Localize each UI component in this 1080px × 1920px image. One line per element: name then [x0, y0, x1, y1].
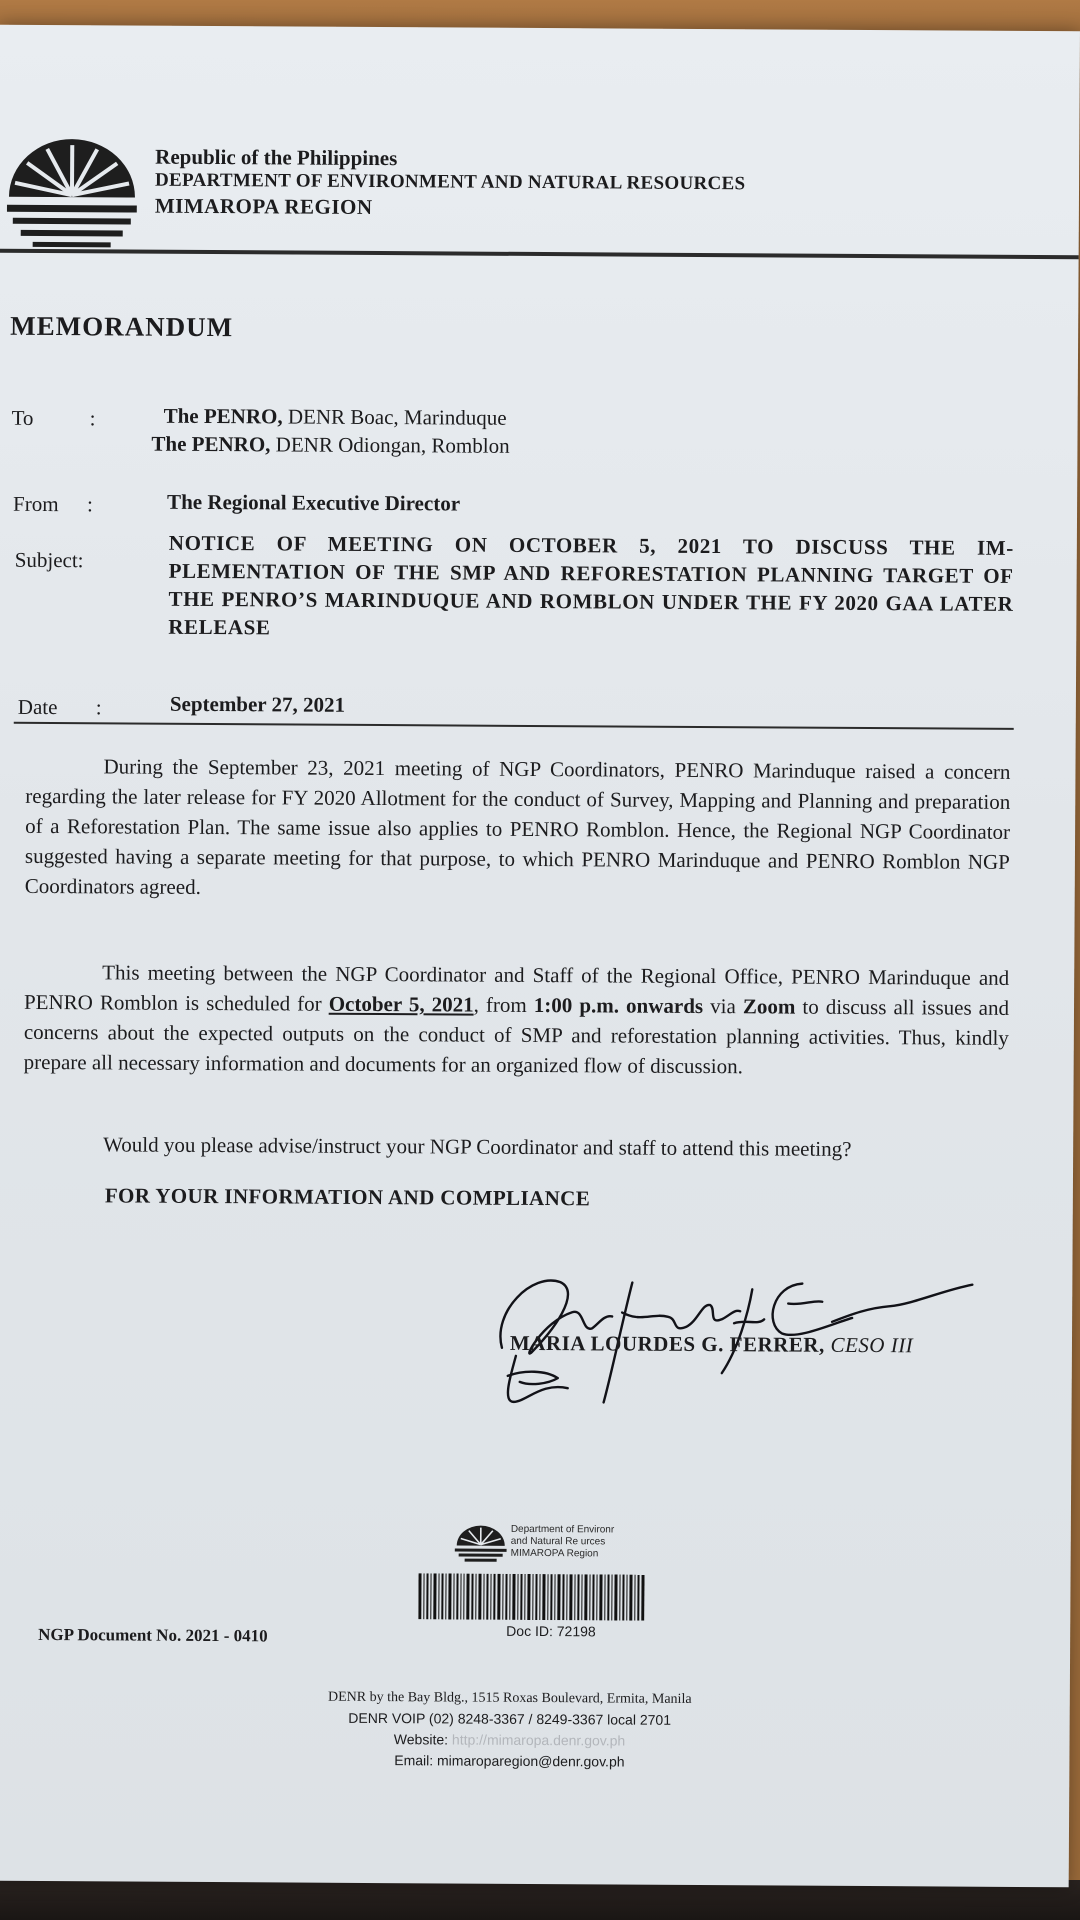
closing-line: FOR YOUR INFORMATION AND COMPLIANCE [104, 1183, 591, 1211]
body-paragraph-2-from: , from [473, 992, 534, 1017]
footer-voip: DENR VOIP (02) 8248-3367 / 8249-3367 local 2701 [348, 1709, 672, 1728]
date-colon: : [95, 695, 102, 720]
letterhead-region: MIMAROPA REGION [154, 193, 373, 219]
to-recipient-2-title: The PENRO, [151, 431, 271, 457]
letterhead-republic: Republic of the Philippines [155, 144, 398, 171]
from-label: From [13, 491, 59, 517]
memo-title: MEMORANDUM [10, 310, 234, 343]
body-paragraph-2-via: via [703, 994, 743, 1019]
from-value: The Regional Executive Director [167, 489, 461, 516]
to-recipient-1-office: DENR Boac, Marinduque [282, 404, 507, 430]
stamp-line-1: Department of Environr [510, 1523, 615, 1536]
to-recipient-1-title: The PENRO, [163, 403, 283, 429]
to-recipient-2 [151, 432, 509, 459]
doc-id: Doc ID: 72198 [506, 1622, 596, 1640]
body-paragraph-2 [24, 957, 1010, 1083]
date-divider [14, 722, 1014, 730]
stamp-agency-text [511, 1524, 615, 1561]
stamp-denr-logo-icon [455, 1524, 507, 1564]
meeting-date: October 5, 2021 [328, 991, 474, 1017]
date-value: September 27, 2021 [169, 691, 346, 717]
subject-label: Subject: [14, 547, 84, 573]
body-paragraph-1-text: During the September 23, 2021 meeting of NGP Coordinators, PENRO Marinduque raised a concern regarding the later release for FY 2020 Allotment for the conduct of Survey, Mapping and Planning and preparation of a Reforestation Plan. The same issue also applies to PENRO Romblon. Hence, the Regional NGP Coordinator suggested having a separate meeting for that purpose, to which PENRO Marinduque and PENRO Romblon NGP Coordinators agreed. [24, 754, 1011, 899]
from-colon: : [87, 492, 93, 517]
signatory-name [510, 1331, 913, 1358]
signatory-rank: CESO III [824, 1332, 914, 1358]
to-recipient-2-office: DENR Odiongan, Romblon [270, 432, 510, 458]
footer-contact [269, 1686, 750, 1773]
body-paragraph-2-rest: to discuss all issues and concerns about the expected outputs on the conduct of SMP and reforestation planning activities. Thus, kindly prepare all necessary information and documents for an organized flow of discussion. [23, 994, 1010, 1079]
document-barcode [418, 1573, 644, 1620]
meeting-time: 1:00 p.m. onwards [533, 992, 704, 1019]
date-label: Date [17, 694, 58, 720]
meeting-platform: Zoom [742, 994, 796, 1019]
ngp-document-number: NGP Document No. 2021 - 0410 [38, 1624, 268, 1646]
body-paragraph-1 [25, 751, 1011, 907]
memo-paper [0, 25, 1080, 1888]
to-colon: : [89, 406, 96, 431]
footer-website-label: Website: [393, 1731, 452, 1748]
to-recipient-1 [164, 404, 507, 431]
stamp-line-3: MIMAROPA Region [510, 1547, 599, 1560]
denr-logo-icon [7, 135, 138, 258]
letterhead-divider [0, 249, 1079, 260]
letterhead-department: DEPARTMENT OF ENVIRONMENT AND NATURAL RESOURCES [154, 169, 746, 195]
to-label: To [11, 405, 34, 430]
footer-website [269, 1728, 749, 1752]
stamp-line-2: and Natural Re urces [510, 1535, 606, 1548]
signatory-full-name: MARIA LOURDES G. FERRER, [509, 1330, 825, 1357]
body-paragraph-3: Would you please advise/instruct your NGP Coordinator and staff to attend this meeting? [103, 1132, 852, 1161]
subject-value: NOTICE OF MEETING ON OCTOBER 5, 2021 TO DISCUSS THE IM-PLEMENTATION OF THE SMP AND REFORESTATION PLANNING TARGET OF THE PENRO’S MARINDUQUE AND ROMBLON UNDER THE FY 2020 GAA LATER RELEASE [168, 530, 1014, 640]
footer-address: DENR by the Bay Bldg., 1515 Roxas Boulevard, Ermita, Manila [327, 1689, 692, 1707]
footer-email[interactable]: Email: mimaroparegion@denr.gov.ph [394, 1752, 625, 1770]
body-paragraph-2-intro: This meeting between the NGP Coordinator and Staff of the Regional Office, PENRO Marinduque and PENRO Romblon is scheduled for [23, 960, 1010, 1016]
footer-website-link[interactable]: http://mimaropa.denr.gov.ph [451, 1731, 626, 1749]
